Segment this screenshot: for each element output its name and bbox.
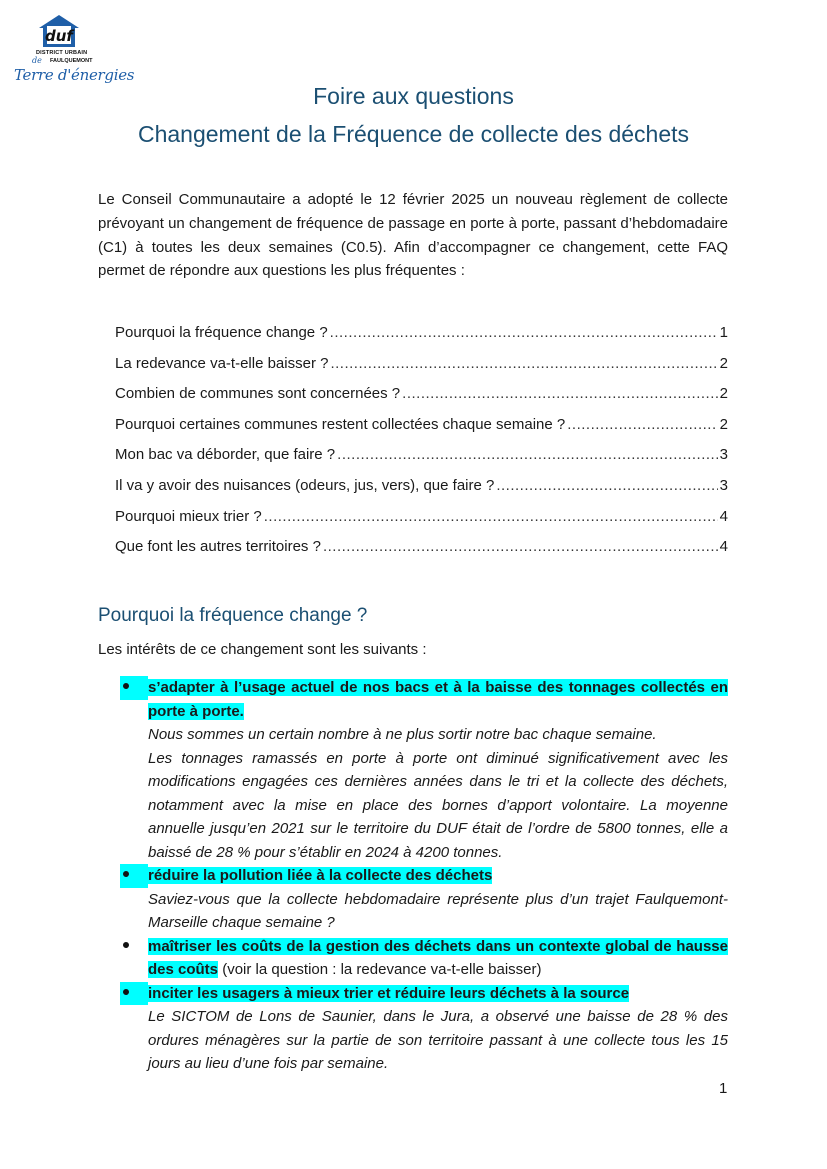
- toc-leader: [402, 385, 718, 402]
- toc-label[interactable]: Combien de communes sont concernées ?: [115, 385, 401, 403]
- toc-label[interactable]: Pourquoi certaines communes restent collectées chaque semaine ?: [115, 415, 566, 433]
- table-of-contents: [115, 324, 728, 569]
- toc-entry[interactable]: [115, 324, 728, 355]
- benefits-list: [120, 676, 728, 1076]
- toc-leader: [323, 538, 718, 555]
- toc-page-number: 3: [719, 446, 728, 464]
- logo-org-line1: DISTRICT URBAIN: [36, 50, 88, 56]
- toc-leader: [264, 508, 718, 525]
- toc-leader: [567, 416, 717, 433]
- item-heading: maîtriser les coûts de la gestion des déchets dans un contexte global de hausse des coûts: [148, 937, 728, 978]
- item-body-paragraph: Les tonnages ramassés en porte à porte ont diminué significativement avec les modifications engagées ces dernières années dans le tri et la collecte des déchets, notamment avec la mise en place des bornes d’apport volontaire. La moyenne annuelle jusqu’en 2021 sur le territoire du DUF était de l’ordre de 5800 tonnes, elle a baissé de 28 % pour s’établir en 2024 à 4200 tonnes.: [148, 749, 728, 861]
- document-subtitle: Changement de la Fréquence de collecte des déchets: [137, 121, 690, 147]
- item-body: [148, 888, 728, 935]
- toc-leader: [330, 355, 717, 372]
- toc-page-number: 4: [719, 507, 728, 525]
- toc-leader: [496, 477, 717, 494]
- toc-page-number: 4: [719, 538, 728, 556]
- toc-label[interactable]: Il va y avoir des nuisances (odeurs, jus, vers), que faire ?: [115, 476, 495, 494]
- toc-entry[interactable]: [115, 508, 728, 539]
- toc-label[interactable]: La redevance va-t-elle baisser ?: [115, 354, 329, 372]
- toc-page-number: 2: [719, 415, 728, 433]
- item-body-paragraph: Le SICTOM de Lons de Saunier, dans le Jura, a observé une baisse de 28 % des ordures ménagères sur la partie de son territoire passant à une collecte tous les 15 jours au lieu d’une fois par semaine.: [148, 1008, 728, 1072]
- toc-leader: [337, 446, 718, 463]
- logo: [10, 12, 135, 90]
- toc-entry[interactable]: [115, 385, 728, 416]
- toc-label[interactable]: Que font les autres territoires ?: [115, 538, 321, 556]
- item-heading: inciter les usagers à mieux trier et réduire leurs déchets à la source: [148, 984, 630, 1002]
- toc-leader: [330, 324, 718, 341]
- section-heading: Pourquoi la fréquence change ?: [98, 605, 368, 626]
- logo-tagline: Terre d'énergies: [14, 66, 135, 84]
- list-item: [120, 864, 728, 935]
- list-item: [120, 676, 728, 864]
- bullet-icon: [120, 982, 148, 1006]
- section-lead: Les intérêts de ce changement sont les suivants :: [98, 641, 427, 658]
- item-body-paragraph: Saviez-vous que la collecte hebdomadaire représente plus d’un trajet Faulquemont-Marseille chaque semaine ?: [148, 890, 728, 931]
- toc-label[interactable]: Pourquoi la fréquence change ?: [115, 324, 328, 341]
- house-logo-icon: [38, 14, 80, 48]
- svg-text:duf: duf: [45, 27, 73, 45]
- toc-page-number: 2: [719, 385, 728, 403]
- item-heading: réduire la pollution liée à la collecte des déchets: [148, 867, 493, 884]
- bullet-icon: [120, 864, 148, 888]
- logo-org-de: de: [32, 56, 42, 65]
- toc-label[interactable]: Mon bac va déborder, que faire ?: [115, 446, 336, 464]
- item-heading: s’adapter à l’usage actuel de nos bacs et à la baisse des tonnages collectés en porte à porte.: [148, 679, 728, 720]
- item-body: [148, 1005, 728, 1076]
- toc-label[interactable]: Pourquoi mieux trier ?: [115, 507, 262, 525]
- toc-page-number: 1: [719, 324, 728, 341]
- toc-entry[interactable]: [115, 416, 728, 447]
- bullet-icon: [120, 676, 148, 700]
- page-number: 1: [719, 1080, 728, 1097]
- list-item: [120, 935, 728, 982]
- intro-paragraph: Le Conseil Communautaire a adopté le 12 février 2025 un nouveau règlement de collecte prévoyant un changement de fréquence de passage en porte à porte, passant d’hebdomadaire (C1) à toutes les deux semaines (C0.5). Afin d’accompagner ce changement, cette FAQ permet de répondre aux questions les plus fréquentes :: [98, 191, 728, 280]
- list-item: [120, 982, 728, 1076]
- toc-entry[interactable]: [115, 477, 728, 508]
- item-body-paragraph: Nous sommes un certain nombre à ne plus sortir notre bac chaque semaine.: [148, 726, 657, 743]
- item-crossref: (voir la question : la redevance va-t-elle baisser): [218, 961, 542, 978]
- bullet-icon: [120, 935, 148, 959]
- toc-entry[interactable]: [115, 538, 728, 569]
- toc-entry[interactable]: [115, 355, 728, 386]
- toc-page-number: 3: [719, 476, 728, 494]
- item-body: [148, 723, 728, 864]
- logo-org-line2: FAULQUEMONT: [50, 58, 93, 64]
- toc-page-number: 2: [719, 354, 728, 372]
- document-title: Foire aux questions: [313, 83, 514, 109]
- toc-entry[interactable]: [115, 446, 728, 477]
